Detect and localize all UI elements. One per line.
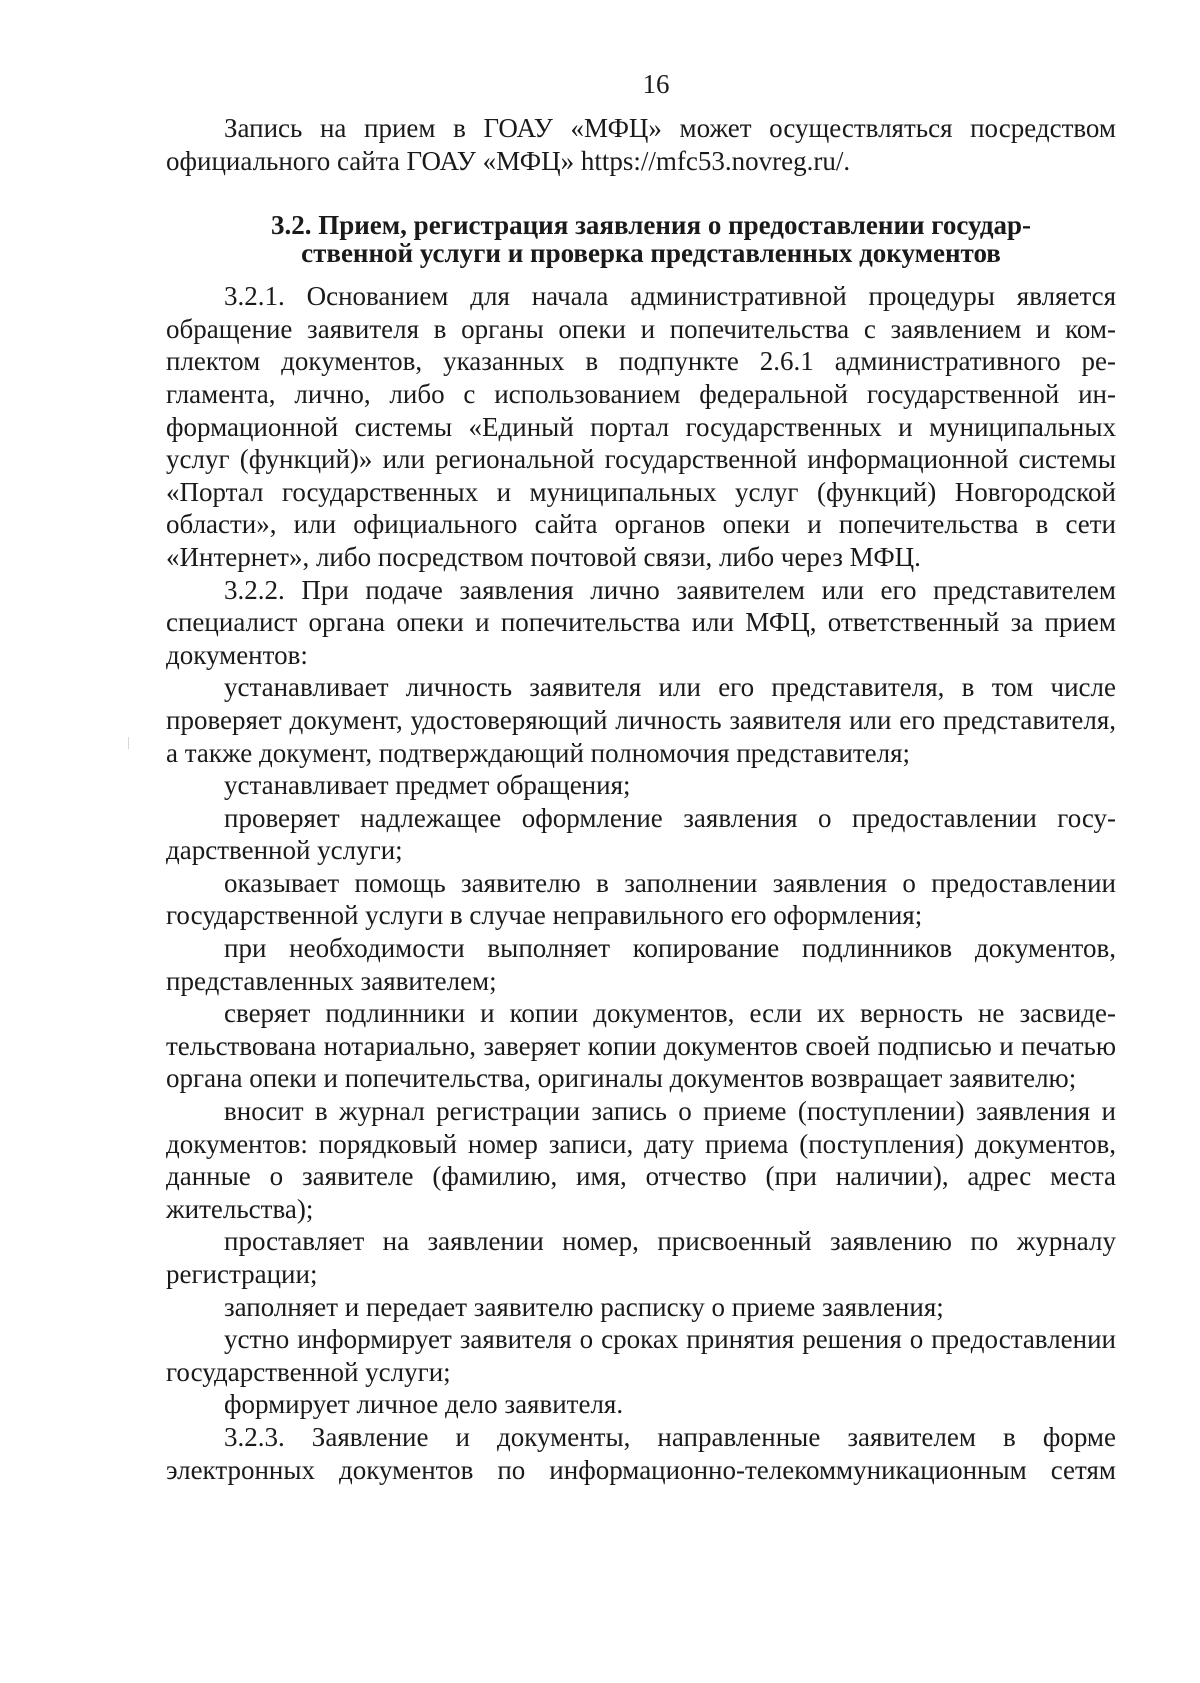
list-item-personal-file: формирует личное дело заявителя. xyxy=(224,1389,624,1420)
paragraph-3-2-3: 3.2.3. Заявление и документы, направленные заявителем в форме электронных документов по информационно-телекоммуникационным сетям xyxy=(166,1421,1116,1485)
list-item-subject: устанавливает предмет обращения; xyxy=(224,770,631,801)
list-item-copy: при необходимости выполняет копирование подлинников документов, представленных заявителем; xyxy=(166,933,1116,996)
margin-mark xyxy=(128,737,129,749)
section-heading-line-2: ственной услуги и проверка представленных документов xyxy=(301,238,1001,269)
list-item-verify: сверяет подлинники и копии документов, если их верность не засвидетельствована нотариально, заверяет копии документов своей подписью и печатью органа опеки и попечительства, оригиналы документов возвращает заявителю; xyxy=(166,998,1116,1094)
list-item-identity: устанавливает личность заявителя или его представителя, в том числе проверяет документ, удостоверяющий личность заявителя или его представителя, а также документ, подтверждающий полномочия представителя; xyxy=(166,672,1116,768)
section-heading xyxy=(166,211,1116,267)
list-item-register: вносит в журнал регистрации запись о приеме (поступлении) заявления и документов: порядковый номер записи, дату приема (поступления) документов, данные о заявителе (фамилию, имя, отчество (при наличии), адрес места жительства); xyxy=(166,1096,1116,1224)
section-heading-line-1: 3.2. Прием, регистрация заявления о предоставлении государ- xyxy=(270,210,1031,241)
list-item-inform: устно информирует заявителя о сроках принятия решения о предоставлении государственной услуги; xyxy=(166,1324,1116,1387)
list-item-number: проставляет на заявлении номер, присвоенный заявлению по журналу регистрации; xyxy=(166,1226,1116,1289)
page-number: 16 xyxy=(642,69,670,99)
list-item-help: оказывает помощь заявителю в заполнении заявления о предоставлении государственной услуги в случае неправильного его оформления; xyxy=(166,867,1116,931)
list-item-check-form: проверяет надлежащее оформление заявления о предоставлении государственной услуги; xyxy=(166,802,1116,866)
intro-paragraph: Запись на прием в ГОАУ «МФЦ» может осуществляться посредством официального сайта ГОАУ «МФЦ» https://mfc53.novreg.ru/. xyxy=(166,113,1116,176)
paragraph-3-2-2: 3.2.2. При подаче заявления лично заявителем или его представителем специалист органа опеки и попечительства или МФЦ, ответственный за прием документов: xyxy=(166,574,1116,670)
list-item-receipt: заполняет и передает заявителю расписку о приеме заявления; xyxy=(224,1291,944,1322)
paragraph-3-2-1: 3.2.1. Основанием для начала административной процедуры является обращение заявителя в органы опеки и попечительства с заявлением и комплектом документов, указанных в подпункте 2.6.1 административного регламента, лично, либо с использованием федеральной государственной информационной системы «Единый портал государственных и муниципальных услуг (функций)» или региональной государственной информационной системы «Портал государственных и муниципальных услуг (функций) Новгородской области», или официального сайта органов опеки и попечительства в сети «Интернет», либо посредством почтовой связи, либо через МФЦ. xyxy=(166,281,1116,572)
